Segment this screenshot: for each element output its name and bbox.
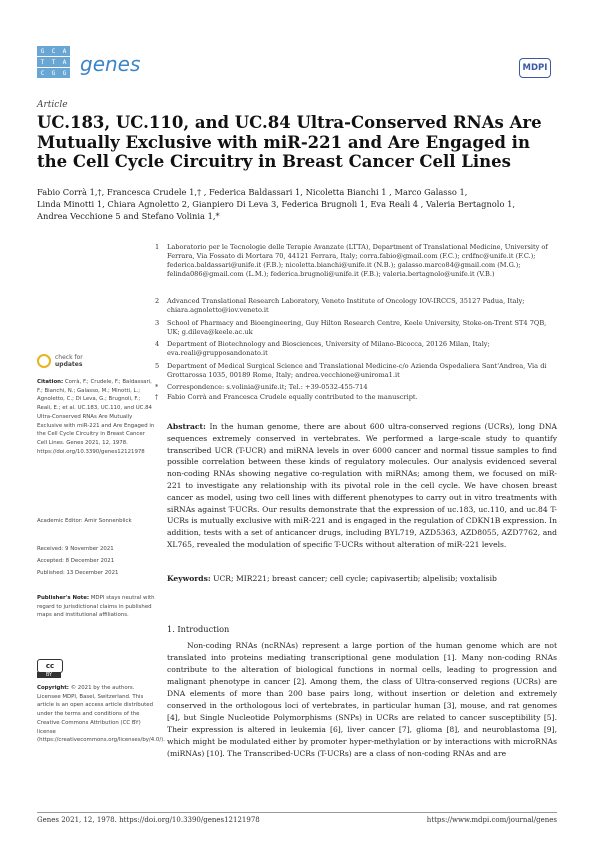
copyright-label: Copyright: [37, 685, 69, 691]
logo-cell: C [37, 68, 48, 78]
published-date: Published: 13 December 2021 [37, 570, 119, 576]
footer-citation[interactable]: Genes 2021, 12, 1978. https://doi.org/10.3390/genes12121978 [37, 816, 260, 824]
logo-cell: T [48, 57, 59, 67]
logo-cell: G [48, 68, 59, 78]
footer-journal-link[interactable]: https://www.mdpi.com/journal/genes [426, 816, 557, 824]
affiliation-2 [155, 297, 555, 315]
affiliation-text: Fabio Corrà and Francesca Crudele equally contributed to the manuscript. [167, 393, 418, 401]
keywords-text: UCR; MIR221; breast cancer; cell cycle; capivasertib; alpelisib; voxtalisib [213, 574, 497, 583]
affiliation-text: Department of Medical Surgical Science and Translational Medicine-c/o Azienda Ospedaliera Sant'Andrea, Via di Grottarossa 1035, 00189 Rome, Italy; andrea.vecchione@uniroma1.it [167, 362, 547, 380]
affiliation-number: 1 [155, 243, 160, 251]
citation-label: Citation: [37, 379, 64, 385]
citation-text: Corrà, F.; Crudele, F.; Baldassari, F.; Bianchi, N.; Galasso, M.; Minotti, L.; Agnoletto, C.; Di Leva, G.; Brugnoli, F.; Reali, E.; et al. UC.183, UC.110, and UC.84 Ultra-Conserved RNAs Are Mutually Exclusive with miR-221 and Are Engaged in the Cell Cycle Circuitry in Breast Cancer Cell Lines. Genes 2021, 12, 1978. https://doi.org/10.3390/genes12121978 [37, 379, 155, 455]
copyright-block [37, 684, 165, 745]
affiliation-5 [155, 362, 555, 380]
affiliation-3 [155, 319, 555, 337]
accepted-date: Accepted: 8 December 2021 [37, 558, 115, 564]
received-date: Received: 9 November 2021 [37, 546, 114, 552]
correspondence [155, 383, 555, 392]
logo-cell: A [59, 57, 70, 67]
copyright-text: © 2021 by the authors. Licensee MDPI, Basel, Switzerland. This article is an open access article distributed under the terms and conditions of the Creative Commons Attribution (CC BY) license (https://creativecommons.org/licenses/by/4.0/). [37, 685, 165, 744]
logo-cell: G [59, 68, 70, 78]
keywords-label: Keywords: [167, 574, 211, 583]
logo-cell: T [37, 57, 48, 67]
publisher-note-label: Publisher's Note: [37, 595, 90, 601]
affiliation-number: * [155, 383, 159, 391]
author-list [37, 186, 557, 222]
affiliation-number: † [155, 393, 159, 401]
section-heading: 1. Introduction [167, 624, 230, 634]
abstract-label: Abstract: [167, 422, 206, 431]
affiliation-number: 5 [155, 362, 160, 370]
author-line: Fabio Corrà 1,†, Francesca Crudele 1,† , Federica Baldassari 1, Nicoletta Bianchi 1 , Marco Galasso 1, [37, 187, 468, 197]
citation-block [37, 378, 155, 456]
affiliation-number: 2 [155, 297, 160, 305]
author-line: Andrea Vecchione 5 and Stefano Volinia 1,* [37, 211, 220, 221]
publisher-note-text: MDPI stays neutral with regard to jurisdictional claims in published maps and institutional affiliations. [37, 595, 155, 619]
journal-name: genes [80, 52, 141, 76]
academic-editor: Academic Editor: Amir Sonnenblick [37, 518, 132, 524]
introduction-paragraph: Non-coding RNAs (ncRNAs) represent a large portion of the human genome which are not translated into proteins mediating transcriptional gene modulation [1]. Many non-coding RNAs contribute to the alteration of biological functions in normal cells, leading to progression and malignant phenotype in cancer [2]. Among them, the class of Ultra-conserved regions (UCRs) are DNA elements of more than 200 base pairs long, without insertion or deletion and extremely conserved in the orthologous loci of vertebrates, in particular human [3], mouse, and rat genomes [4], but Single Nucleotide Polymorphisms (SNPs) in UCRs are related to cancer susceptibility [5]. Their expression is altered in leukemia [6], liver cancer [7], glioma [8], and neuroblastoma [9], which might be modulated either by promoter hyper-methylation or by interactions with microRNAs (miRNAs) [10]. The Transcribed-UCRs (T-UCRs) are a class of non-coding RNAs and are [167, 641, 557, 758]
affiliation-text: Laboratorio per le Tecnologie delle Terapie Avanzate (LTTA), Department of Translational Medicine, University of Ferrara, Via Fossato di Mortara 70, 44121 Ferrara, Italy; corra.fabio@gmail.com (F.C.); crdfnc@unife.it (F.C.); federica.baldassari@unife.it (F.B.); nicoletta.bianchi@unife.it (N.B.); galasso.marco84@gmail.com (M.G.); felinda086@gmail.com (L.M.); federica.brugnoli@unife.it (F.B.); valeria.bertagnolo@unife.it (V.B.) [167, 243, 548, 279]
journal-logo-grid [37, 46, 73, 80]
affiliation-text: Advanced Translational Research Laboratory, Veneto Institute of Oncology IOV-IRCCS, 35127 Padua, Italy; chiara.agnoletto@iov.veneto.it [167, 297, 525, 315]
footer-divider [37, 812, 557, 813]
article-type: Article [37, 100, 68, 110]
affiliation-4 [155, 340, 555, 358]
check-updates-button[interactable] [55, 354, 83, 368]
affiliation-1 [155, 243, 555, 279]
check-updates-icon[interactable] [37, 354, 51, 368]
check-updates-line1: check for [55, 354, 83, 361]
cc-license-icon: cc [37, 659, 63, 673]
affiliation-number: 3 [155, 319, 160, 327]
logo-cell: C [48, 46, 59, 56]
affiliation-number: 4 [155, 340, 160, 348]
logo-cell: G [37, 46, 48, 56]
check-updates-line2: updates [55, 361, 83, 368]
publisher-logo: MDPI [519, 58, 551, 78]
affiliation-text: Correspondence: s.volinia@unife.it; Tel.: +39-0532-455-714 [167, 383, 368, 391]
equal-contribution-note [155, 393, 555, 402]
affiliation-text: Department of Biotechnology and Biosciences, University of Milano-Bicocca, 20126 Milan, Italy; eva.reali@grupposandonato.it [167, 340, 490, 358]
affiliation-text: School of Pharmacy and Bioengineering, Guy Hilton Research Centre, Keele University, Stoke-on-Trent ST4 7QB, UK; g.dileva@keele.ac.uk [167, 319, 547, 337]
publisher-note [37, 594, 155, 620]
logo-cell: A [59, 46, 70, 56]
paper-title: UC.183, UC.110, and UC.84 Ultra-Conserved RNAs Are Mutually Exclusive with miR-221 and Are Engaged in the Cell Cycle Circuitry in Breast Cancer Cell Lines [37, 113, 542, 171]
author-line: Linda Minotti 1, Chiara Agnoletto 2, Gianpiero Di Leva 3, Federica Brugnoli 1, Eva Reali 4 , Valeria Bertagnolo 1, [37, 199, 515, 209]
keywords [167, 573, 557, 584]
abstract-text: In the human genome, there are about 600 ultra-conserved regions (UCRs), long DNA sequences extremely conserved in vertebrates. We performed a large-scale study to quantify transcribed UCR (T-UCR) and miRNA levels in over 6000 cancer and normal tissue samples to find possible correlation between these kinds of regulatory molecules. Our analysis evidenced several non-coding RNAs showing negative co-regulation with miRNAs; among them, we focused on miR-221 to investigate any relationship with its pivotal role in the cell cycle. We have chosen breast cancer as model, using two cell lines with different phenotypes to carry out in vitro treatments with siRNAs against T-UCRs. Our results demonstrate that the expression of uc.183, uc.110, and uc.84 T-UCRs is mutually exclusive with miR-221 and is engaged in the regulation of CDKN1B expression. In addition, tests with a set of anticancer drugs, including BYL719, AZD5363, AZD8055, AZD7762, and XL765, revealed the modulation of specific T-UCRs without alteration of miR-221 levels. [167, 422, 557, 549]
abstract [167, 421, 557, 551]
by-license-icon: BY [37, 672, 61, 678]
